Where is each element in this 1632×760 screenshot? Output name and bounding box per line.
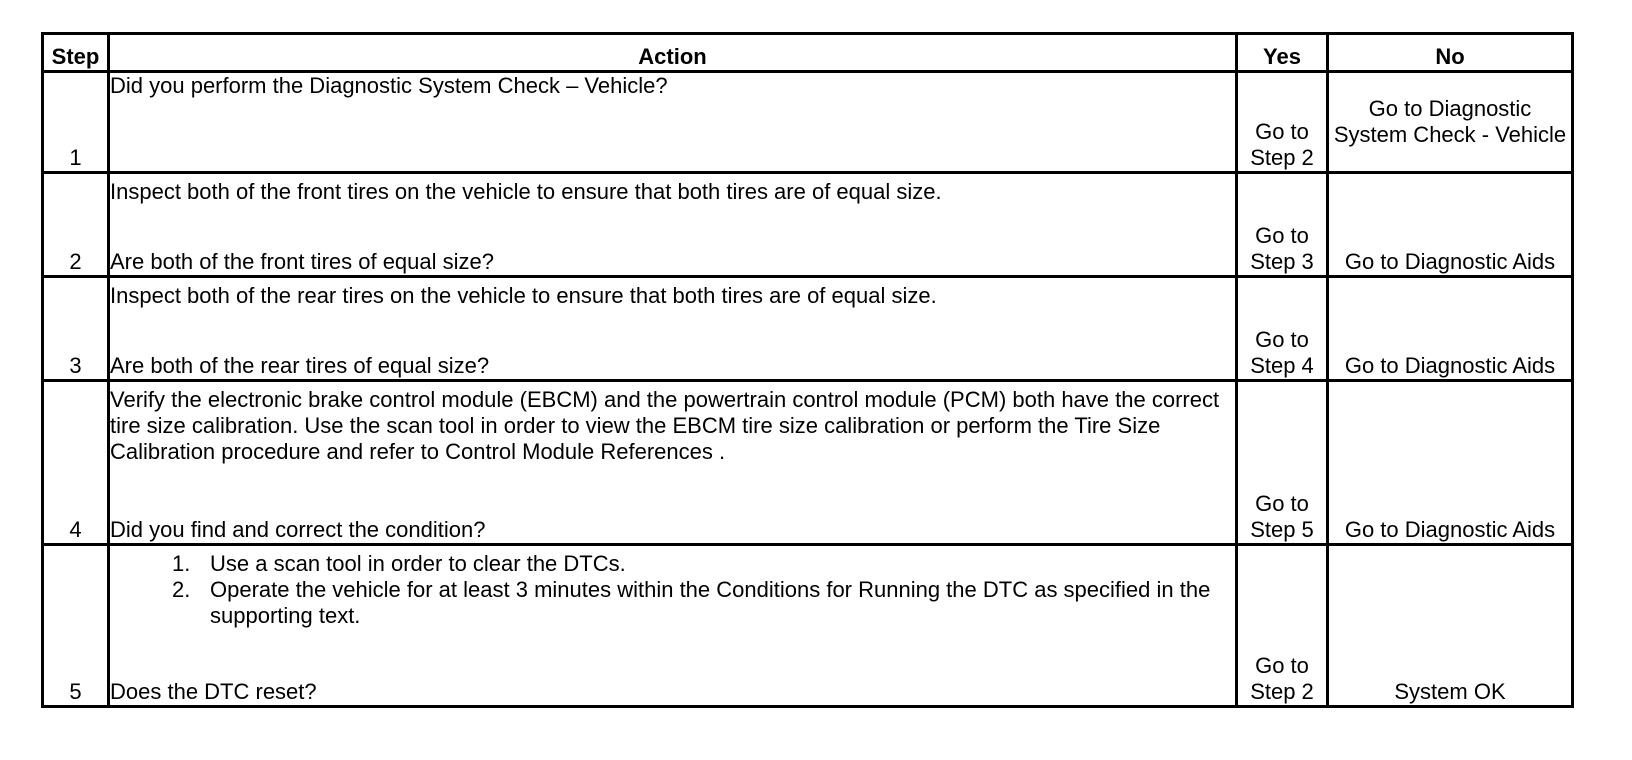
action-question: Are both of the rear tires of equal size? bbox=[110, 353, 490, 378]
table-row bbox=[43, 381, 1573, 545]
action-cell bbox=[109, 545, 1237, 707]
yes-cell: Go to Step 5 bbox=[1237, 381, 1328, 545]
header-action: Action bbox=[109, 34, 1237, 72]
no-cell: Go to Diagnostic Aids bbox=[1328, 173, 1573, 277]
no-cell: System OK bbox=[1328, 545, 1573, 707]
action-text: Inspect both of the rear tires on the vehicle to ensure that both tires are of equal size. bbox=[110, 283, 937, 308]
header-row bbox=[43, 34, 1573, 72]
step-number: 4 bbox=[43, 381, 109, 545]
step-number: 5 bbox=[43, 545, 109, 707]
action-text: Did you perform the Diagnostic System Check – Vehicle? bbox=[110, 73, 668, 98]
action-cell bbox=[109, 72, 1237, 173]
action-text: Inspect both of the front tires on the vehicle to ensure that both tires are of equal size. bbox=[110, 179, 942, 204]
substep-item bbox=[172, 577, 1235, 629]
action-question: Does the DTC reset? bbox=[110, 679, 317, 704]
substep-item bbox=[172, 551, 1235, 577]
action-text: Verify the electronic brake control module (EBCM) and the powertrain control module (PCM) both have the correct tire size calibration. Use the scan tool in order to view the EBCM tire size calibration or perform the Tire Size Calibration procedure and refer to Control Module References . bbox=[110, 387, 1220, 464]
step-number: 1 bbox=[43, 72, 109, 173]
diagnostic-table bbox=[41, 32, 1574, 708]
action-cell bbox=[109, 381, 1237, 545]
substep-number: 2. bbox=[172, 577, 191, 602]
header-no: No bbox=[1328, 34, 1573, 72]
table-row bbox=[43, 173, 1573, 277]
yes-cell: Go to Step 2 bbox=[1237, 72, 1328, 173]
action-cell bbox=[109, 173, 1237, 277]
action-question: Did you find and correct the condition? bbox=[110, 517, 486, 542]
table-row bbox=[43, 72, 1573, 173]
yes-cell: Go to Step 2 bbox=[1237, 545, 1328, 707]
action-cell bbox=[109, 277, 1237, 381]
no-cell: Go to Diagnostic System Check - Vehicle bbox=[1328, 72, 1573, 173]
yes-cell: Go to Step 3 bbox=[1237, 173, 1328, 277]
step-number: 2 bbox=[43, 173, 109, 277]
yes-cell: Go to Step 4 bbox=[1237, 277, 1328, 381]
no-cell: Go to Diagnostic Aids bbox=[1328, 381, 1573, 545]
substep-number: 1. bbox=[172, 551, 191, 576]
step-number: 3 bbox=[43, 277, 109, 381]
no-cell: Go to Diagnostic Aids bbox=[1328, 277, 1573, 381]
substep-list bbox=[110, 551, 1235, 629]
substep-text: Use a scan tool in order to clear the DTCs. bbox=[210, 551, 626, 576]
table-row bbox=[43, 277, 1573, 381]
table-row bbox=[43, 545, 1573, 707]
header-yes: Yes bbox=[1237, 34, 1328, 72]
header-step: Step bbox=[43, 34, 109, 72]
substep-text: Operate the vehicle for at least 3 minutes within the Conditions for Running the DTC as specified in the supporting text. bbox=[210, 577, 1211, 628]
action-question: Are both of the front tires of equal size? bbox=[110, 249, 495, 274]
